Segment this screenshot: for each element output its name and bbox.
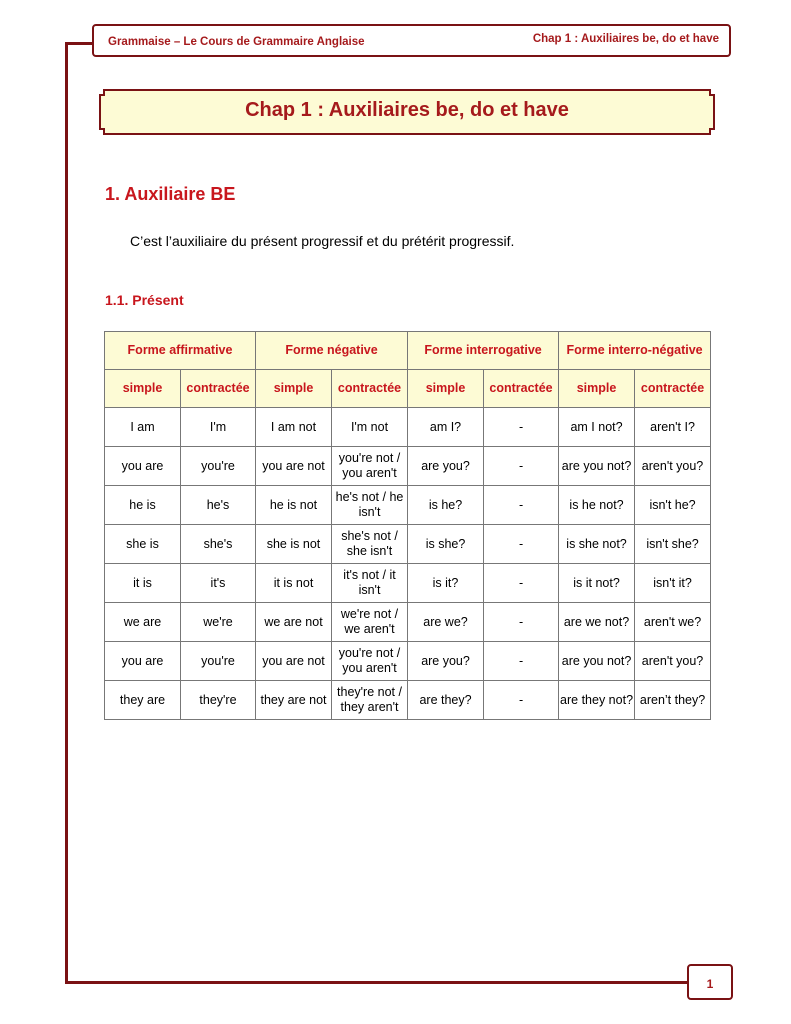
subheader: contractée <box>635 370 711 408</box>
table-body <box>105 408 711 720</box>
subheader: contractée <box>484 370 559 408</box>
table-cell: he's not / he isn't <box>332 486 408 525</box>
table-cell: I'm <box>181 408 256 447</box>
header-course-title: Grammaise – Le Cours de Grammaire Anglaise <box>108 36 365 48</box>
table-cell: are they not? <box>559 681 635 720</box>
subsection-heading: 1.1. Présent <box>105 292 184 308</box>
table-cell: they are not <box>256 681 332 720</box>
table-cell: is she not? <box>559 525 635 564</box>
table-cell: she is <box>105 525 181 564</box>
table-cell: she's not / she isn't <box>332 525 408 564</box>
table-cell: we are <box>105 603 181 642</box>
table-cell: we are not <box>256 603 332 642</box>
table-cell: they are <box>105 681 181 720</box>
subheader: contractée <box>332 370 408 408</box>
subheader: simple <box>559 370 635 408</box>
table-cell: isn't she? <box>635 525 711 564</box>
table-cell: - <box>484 603 559 642</box>
table-cell: are you? <box>408 642 484 681</box>
table-cell: you are not <box>256 642 332 681</box>
table-cell: he is <box>105 486 181 525</box>
table-cell: I am <box>105 408 181 447</box>
frame-line-left <box>65 42 68 984</box>
table-cell: you're not / you aren't <box>332 447 408 486</box>
table-cell: I am not <box>256 408 332 447</box>
subheader: contractée <box>181 370 256 408</box>
table-cell: is it not? <box>559 564 635 603</box>
table-cell: you are <box>105 642 181 681</box>
table-cell: she's <box>181 525 256 564</box>
table-cell: we're <box>181 603 256 642</box>
table-cell: you're not / you aren't <box>332 642 408 681</box>
conjugation-table <box>104 331 711 720</box>
table-cell: you're <box>181 642 256 681</box>
table-row <box>105 603 711 642</box>
table-cell: he's <box>181 486 256 525</box>
table-cell: it is not <box>256 564 332 603</box>
subheader: simple <box>105 370 181 408</box>
table-cell: - <box>484 564 559 603</box>
table-cell: they're not / they aren't <box>332 681 408 720</box>
group-header: Forme interro-négative <box>559 332 711 370</box>
group-header: Forme interrogative <box>408 332 559 370</box>
table-cell: is it? <box>408 564 484 603</box>
page-header <box>92 24 731 57</box>
table-cell: they're <box>181 681 256 720</box>
table-row <box>105 642 711 681</box>
table-cell: - <box>484 681 559 720</box>
table-cell: - <box>484 447 559 486</box>
table-cell: is he not? <box>559 486 635 525</box>
table-cell: are they? <box>408 681 484 720</box>
table-row <box>105 408 711 447</box>
table-cell: it's not / it isn't <box>332 564 408 603</box>
table-cell: isn't he? <box>635 486 711 525</box>
table-cell: it is <box>105 564 181 603</box>
table-row <box>105 525 711 564</box>
table-cell: - <box>484 525 559 564</box>
table-cell: you are <box>105 447 181 486</box>
table-cell: isn't it? <box>635 564 711 603</box>
table-cell: aren’t they? <box>635 681 711 720</box>
page-number-box <box>687 964 733 1000</box>
section-heading: 1. Auxiliaire BE <box>105 184 236 204</box>
subheader: simple <box>256 370 332 408</box>
intro-paragraph: C’est l’auxiliaire du présent progressif et du prétérit progressif. <box>130 233 515 249</box>
table-cell: it's <box>181 564 256 603</box>
table-row <box>105 564 711 603</box>
table-row <box>105 681 711 720</box>
page-number: 1 <box>706 977 714 991</box>
table-cell: aren't you? <box>635 642 711 681</box>
table-cell: am I? <box>408 408 484 447</box>
table-cell: are you not? <box>559 642 635 681</box>
table-cell: am I not? <box>559 408 635 447</box>
table-cell: aren't I? <box>635 408 711 447</box>
table-cell: - <box>484 642 559 681</box>
table-cell: - <box>484 408 559 447</box>
group-header: Forme négative <box>256 332 408 370</box>
header-chapter-title: Chap 1 : Auxiliaires be, do et have <box>532 33 719 45</box>
table-cell: - <box>484 486 559 525</box>
table-cell: aren't we? <box>635 603 711 642</box>
table-row <box>105 447 711 486</box>
table-cell: is he? <box>408 486 484 525</box>
frame-line-top-left <box>65 42 93 45</box>
subheader: simple <box>408 370 484 408</box>
table-cell: I'm not <box>332 408 408 447</box>
table-cell: are we? <box>408 603 484 642</box>
page-title: Chap 1 : Auxiliaires be, do et have <box>245 99 569 121</box>
table-cell: he is not <box>256 486 332 525</box>
frame-line-bottom <box>65 981 688 984</box>
table-row <box>105 486 711 525</box>
table-cell: are you? <box>408 447 484 486</box>
table-group-header-row <box>105 332 711 370</box>
table-cell: aren't you? <box>635 447 711 486</box>
table-cell: you are not <box>256 447 332 486</box>
table-subheader-row <box>105 370 711 408</box>
table-cell: are we not? <box>559 603 635 642</box>
table-cell: she is not <box>256 525 332 564</box>
table-cell: is she? <box>408 525 484 564</box>
group-header: Forme affirmative <box>105 332 256 370</box>
table-cell: are you not? <box>559 447 635 486</box>
table-cell: you're <box>181 447 256 486</box>
table-cell: we're not / we aren't <box>332 603 408 642</box>
